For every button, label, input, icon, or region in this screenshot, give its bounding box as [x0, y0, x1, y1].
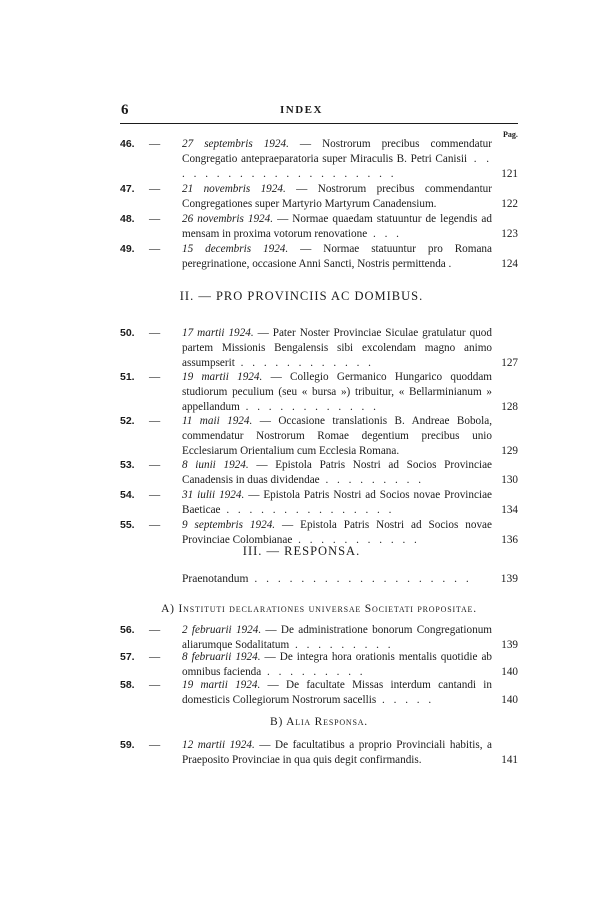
entry-page: 139	[501, 638, 518, 651]
entry-leaders: . . . . . . . . .	[261, 665, 366, 678]
entry-text: — Nostrorum precibus commendantur Congregationes super Martyrio Martyrum Canadensium.	[182, 183, 493, 210]
subsection-heading-b: B) Alia Responsa.	[270, 716, 368, 728]
entry-text: — Normae quaedam statuuntur de legendis ad mensam in proxima votorum renovatione	[182, 213, 492, 240]
entry-number: 55.	[120, 519, 135, 531]
entry-page: 129	[501, 444, 518, 457]
index-entry	[120, 414, 518, 458]
entry-text: — Nostrorum precibus commendatur Congregatio antepraeparatoria super Miraculis B. Petri Canisii	[182, 138, 492, 165]
entry-date: 11 maii 1924.	[182, 415, 253, 427]
praenotandum-page: 139	[500, 573, 518, 585]
entry-text: — De administratione bonorum Congregationum aliarumque Sodalitatum	[182, 624, 492, 651]
entry-page: 127	[501, 356, 518, 369]
index-entry	[120, 370, 518, 414]
entry-text: — Occasione translationis B. Andreae Bobola, commendatur Nostrorum Romae degentium precibus unio Ecclesiarum Orientalium cum Ecclesia Romana.	[182, 415, 493, 457]
entry-number: 58.	[120, 679, 135, 691]
entry-number: 59.	[120, 739, 135, 751]
praenotandum-label: Praenotandum	[182, 573, 249, 585]
entry-text: — De integra hora orationis mentalis quotidie ab omnibus facienda	[182, 651, 492, 678]
entry-page: 141	[501, 753, 518, 766]
entry-date: 19 martii 1924.	[182, 371, 263, 383]
running-head: INDEX	[280, 104, 323, 116]
entry-page: 128	[501, 400, 518, 413]
subsection-heading-a: A) Instituti declarationes universae Societati propositae.	[161, 603, 477, 615]
entry-leaders: . . . . . . . . .	[289, 638, 394, 651]
entry-number: 49.	[120, 243, 135, 255]
entry-dash: —	[149, 371, 161, 383]
entry-page: 140	[501, 693, 518, 706]
entry-text: — Pater Noster Provinciae Siculae gratulatur quod partem Missionis Bengalensis sibi excolendam magno animo assumpserit	[182, 327, 492, 369]
entry-dash: —	[149, 415, 161, 427]
entry-dash: —	[149, 679, 161, 691]
entry-leaders: . . .	[367, 227, 402, 240]
entry-number: 47.	[120, 183, 135, 195]
entry-page: 123	[501, 227, 518, 240]
entry-number: 56.	[120, 624, 135, 636]
index-entry	[120, 326, 518, 370]
entry-number: 54.	[120, 489, 135, 501]
entry-leaders: . . . . . . . . .	[319, 473, 424, 486]
entry-page: 121	[501, 167, 518, 180]
entry-text: — Normae statuuntur pro Romana peregrinatione, occasione Anni Sancti, Nostris permittenda .	[182, 243, 492, 270]
index-entry	[120, 182, 518, 212]
entry-page: 140	[501, 665, 518, 678]
entry-dash: —	[149, 138, 161, 150]
entry-dash: —	[149, 489, 161, 501]
entry-number: 52.	[120, 415, 135, 427]
entry-dash: —	[149, 519, 161, 531]
entry-page: 130	[501, 473, 518, 486]
entry-number: 53.	[120, 459, 135, 471]
header-rule	[120, 123, 518, 124]
entry-date: 8 februarii 1924.	[182, 651, 261, 663]
entry-number: 46.	[120, 138, 135, 150]
index-entry	[120, 137, 518, 181]
index-entry	[120, 738, 518, 768]
entry-page: 122	[501, 197, 518, 210]
entry-number: 57.	[120, 651, 135, 663]
entry-dash: —	[149, 739, 161, 751]
entry-number: 48.	[120, 213, 135, 225]
entry-date: 31 iulii 1924.	[182, 489, 245, 501]
index-entry	[120, 650, 518, 680]
section-heading-iii: III. — RESPONSA.	[242, 544, 361, 558]
entry-date: 15 decembris 1924.	[182, 243, 289, 255]
index-entry	[120, 678, 518, 708]
entry-dash: —	[149, 327, 161, 339]
entry-dash: —	[149, 651, 161, 663]
entry-date: 21 novembris 1924.	[182, 183, 286, 195]
entry-dash: —	[149, 624, 161, 636]
entry-page: 134	[501, 503, 518, 516]
entry-leaders: . . . . . . . . . . . . . . .	[220, 503, 395, 516]
entry-number: 51.	[120, 371, 135, 383]
entry-date: 12 martii 1924.	[182, 739, 255, 751]
entry-date: 9 septembris 1924.	[182, 519, 276, 531]
index-entry	[120, 242, 518, 272]
entry-number: 50.	[120, 327, 135, 339]
entry-text: — Epistola Patris Nostri ad Socios novae Provinciae Baeticae	[182, 489, 492, 516]
entry-dash: —	[149, 213, 161, 225]
entry-text: — Epistola Patris Nostri ad Socios Provinciae Canadensis in duas dividendae	[182, 459, 492, 486]
section-heading-ii: II. — PRO PROVINCIIS AC DOMIBUS.	[179, 289, 424, 303]
entry-leaders: . . . . .	[376, 693, 435, 706]
entry-date: 17 martii 1924.	[182, 327, 254, 339]
entry-date: 26 novembris 1924.	[182, 213, 274, 225]
praenotandum-leaders: . . . . . . . . . . . . . . . . . . .	[248, 573, 472, 585]
pag-label: Pag.	[503, 130, 518, 139]
entry-leaders: . . . . . . . . . . . .	[239, 400, 379, 413]
entry-date: 19 martii 1924.	[182, 679, 261, 691]
entry-date: 2 februarii 1924.	[182, 624, 262, 636]
entry-page: 124	[501, 257, 518, 270]
entry-date: 27 septembris 1924.	[182, 138, 289, 150]
page-number: 6	[121, 102, 129, 118]
entry-text: — Collegio Germanico Hungarico quoddam studiorum peculium (seu « bursa ») tribuitur, « Bellarminianum » appellandum	[182, 371, 493, 413]
entry-text: — De facultate Missas interdum cantandi in domesticis Collegiorum Nostrorum sacellis	[182, 679, 492, 706]
entry-text: — De facultatibus a proprio Provinciali habitis, a Praeposito Provinciae in qua quis degit confirmandis.	[182, 739, 492, 766]
entry-dash: —	[149, 243, 161, 255]
entry-leaders: . . . . . . . . . . .	[292, 533, 420, 546]
index-entry	[120, 212, 518, 242]
index-entry	[120, 623, 518, 653]
praenotandum-entry	[182, 573, 518, 585]
entry-leaders: . . . . . . . . . . . . . . . . . . . . .	[182, 152, 493, 180]
index-entry	[120, 458, 518, 488]
entry-dash: —	[149, 183, 161, 195]
index-entry	[120, 488, 518, 518]
entry-leaders: . . . . . . . . . . . .	[234, 356, 374, 369]
entry-page: 136	[501, 533, 518, 546]
entry-dash: —	[149, 459, 161, 471]
entry-date: 8 iunii 1924.	[182, 459, 249, 471]
entry-text: — Epistola Patris Nostri ad Socios novae Provinciae Colombianae	[182, 519, 492, 546]
